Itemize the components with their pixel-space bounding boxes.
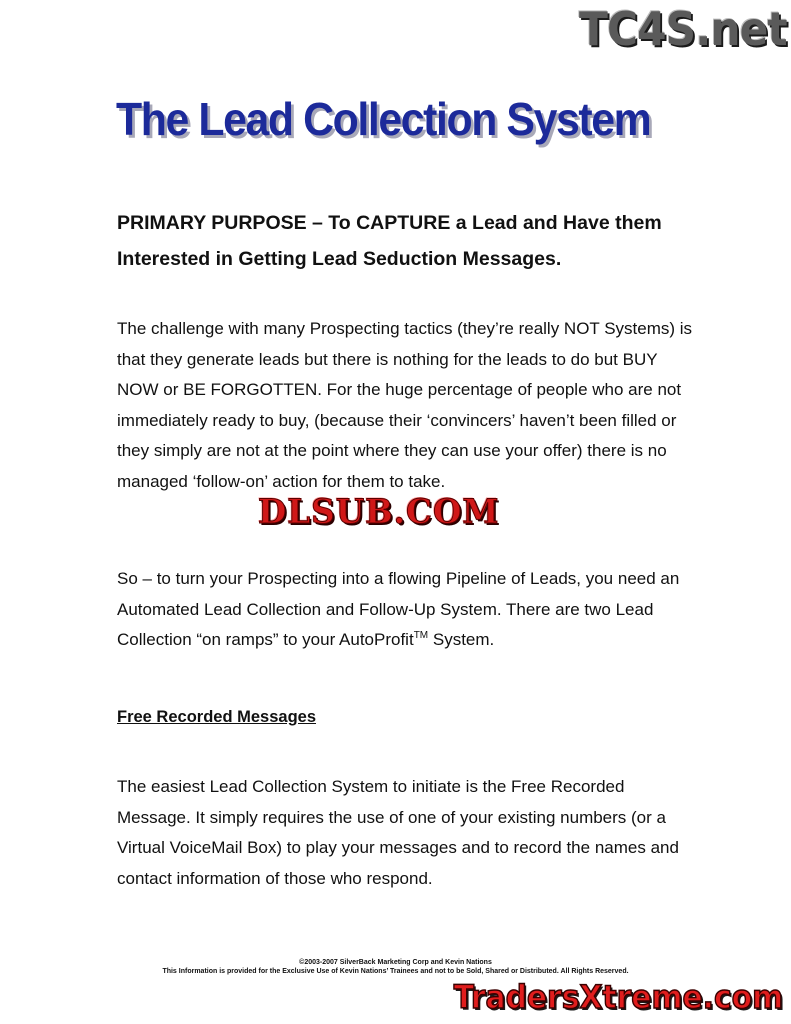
section-heading-free-recorded-messages: Free Recorded Messages bbox=[117, 708, 317, 726]
footer-rights-notice: This Information is provided for the Exclusive Use of Kevin Nations’ Trainees and not to be Sold, Shared or Distributed. All Rights Reserved. bbox=[162, 968, 629, 975]
tradersxtreme-watermark: TradersXtreme.com bbox=[453, 978, 783, 1016]
paragraph-challenge: The challenge with many Prospecting tactics (they’re really NOT Systems) is that they generate leads but there is nothing for the leads to do but BUY NOW or BE FORGOTTEN. For the huge percentage of people who are not immediately ready to buy, (because their ‘convincers’ haven’t been filled or they simply are not at the point where they can use your offer) there is no managed ‘follow-on’ action for them to take. bbox=[117, 319, 693, 491]
dlsub-watermark: DLSUB.COM bbox=[258, 492, 500, 532]
paragraph-free-recorded-message: The easiest Lead Collection System to initiate is the Free Recorded Message. It simply requires the use of one of your existing numbers (or a Virtual VoiceMail Box) to play your messages and to record the names and contact information of those who respond. bbox=[117, 777, 679, 888]
tc4s-watermark: TC4S.net bbox=[579, 2, 787, 56]
footer bbox=[0, 958, 791, 976]
paragraph-pipeline bbox=[117, 564, 697, 656]
footer-copyright: ©2003-2007 SilverBack Marketing Corp and Kevin Nations bbox=[299, 959, 492, 966]
trademark-superscript: TM bbox=[413, 629, 429, 641]
paragraph-pipeline-end: System. bbox=[428, 630, 495, 650]
paragraph-pipeline-text: So – to turn your Prospecting into a flowing Pipeline of Leads, you need an Automated Lead Collection and Follow-Up System. There are two Lead Collection “on ramps” to your AutoProfit bbox=[117, 569, 680, 650]
primary-purpose-headline: PRIMARY PURPOSE – To CAPTURE a Lead and Have them Interested in Getting Lead Seduction Messages. bbox=[117, 212, 662, 270]
page-title: The Lead Collection System bbox=[116, 93, 651, 145]
